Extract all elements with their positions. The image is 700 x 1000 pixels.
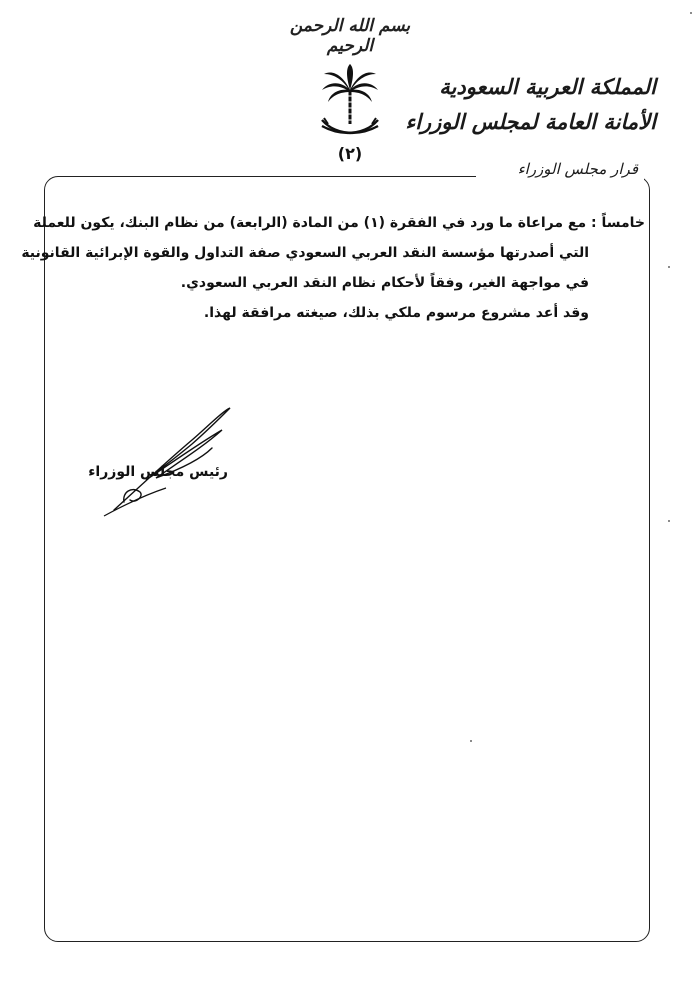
scan-speck <box>668 520 670 522</box>
body-line: وقد أعد مشروع مرسوم ملكي بذلك، صيغته مرافقة لهذا. <box>203 305 589 321</box>
saudi-emblem-icon <box>316 62 384 144</box>
decision-body <box>21 208 645 328</box>
scan-speck <box>690 12 692 14</box>
secretariat-name: الأمانة العامة لمجلس الوزراء <box>405 109 656 134</box>
signatory-title: رئيس مجلس الوزراء <box>88 464 228 480</box>
page-number: (٢) <box>337 144 363 163</box>
body-line: خامساً : مع مراعاة ما ورد في الفقرة (١) من المادة (الرابعة) من نظام البنك، يكون للعملة <box>33 215 645 231</box>
scan-speck <box>668 266 670 268</box>
scan-speck <box>470 740 472 742</box>
body-line: التي أصدرتها مؤسسة النقد العربي السعودي صفة التداول والقوة الإبرائية القانونية <box>21 245 589 261</box>
body-line: في مواجهة الغير، وفقاً لأحكام نظام النقد العربي السعودي. <box>180 275 589 291</box>
basmala-calligraphy: بسم الله الرحمن الرحيم <box>289 16 411 56</box>
kingdom-name: المملكة العربية السعودية <box>439 74 656 99</box>
decision-label: قرار مجلس الوزراء <box>517 160 638 178</box>
